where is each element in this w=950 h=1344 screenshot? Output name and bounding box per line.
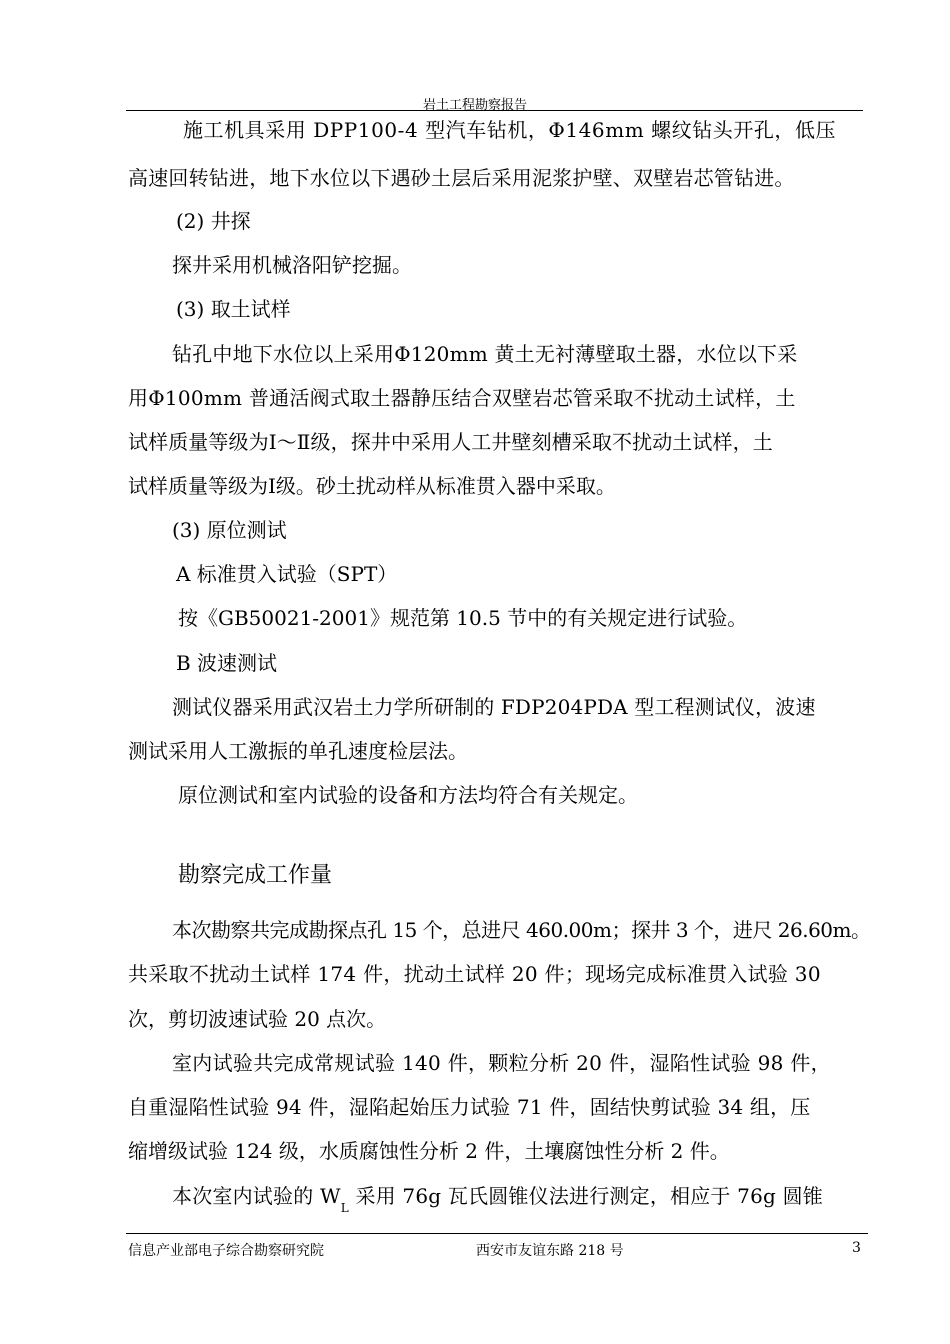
paragraph-line: 原位测试和室内试验的设备和方法均符合有关规定。 bbox=[178, 783, 638, 807]
section-heading: 勘察完成工作量 bbox=[178, 863, 333, 888]
subheading-well-probing: (2) 井探 bbox=[176, 209, 251, 233]
paragraph-line: 次，剪切波速试验 20 点次。 bbox=[128, 1007, 387, 1031]
footer-rule bbox=[126, 1233, 868, 1234]
subheading-in-situ-testing: (3) 原位测试 bbox=[172, 518, 287, 542]
paragraph-line: 用Φ100mm 普通活阀式取土器静压结合双壁岩芯管采取不扰动土试样，土 bbox=[128, 386, 796, 410]
paragraph-line: 测试采用人工激振的单孔速度检层法。 bbox=[128, 739, 468, 763]
paragraph-line: 自重湿陷性试验 94 件，湿陷起始压力试验 71 件，固结快剪试验 34 组，压 bbox=[128, 1095, 811, 1119]
paragraph-line: 缩增级试验 124 级，水质腐蚀性分析 2 件，土壤腐蚀性分析 2 件。 bbox=[128, 1139, 730, 1163]
paragraph-line: 高速回转钻进，地下水位以下遇砂土层后采用泥浆护壁、双壁岩芯管钻进。 bbox=[128, 166, 795, 190]
paragraph-line: 试样质量等级为Ⅰ～Ⅱ级，探井中采用人工井壁刻槽采取不扰动土试样，土 bbox=[128, 430, 773, 454]
paragraph-line: 钻孔中地下水位以上采用Φ120mm 黄土无衬薄壁取土器，水位以下采 bbox=[172, 342, 798, 366]
paragraph-line: 施工机具采用 DPP100-4 型汽车钻机，Φ146mm 螺纹钻头开孔，低压 bbox=[183, 118, 837, 142]
header-rule bbox=[126, 110, 863, 111]
paragraph-line: 共采取不扰动土试样 174 件，扰动土试样 20 件；现场完成标准贯入试验 30 bbox=[128, 962, 821, 986]
subscript: L bbox=[340, 1201, 349, 1215]
running-header: 岩土工程勘察报告 bbox=[422, 98, 527, 113]
subheading-spt: A 标准贯入试验（SPT） bbox=[176, 562, 398, 586]
paragraph-line: 本次勘察共完成勘探点孔 15 个，总进尺 460.00m；探井 3 个，进尺 26.60m。 bbox=[172, 918, 871, 942]
paragraph-line: 室内试验共完成常规试验 140 件，颗粒分析 20 件，湿陷性试验 98 件， bbox=[172, 1051, 831, 1075]
paragraph-line: 按《GB50021-2001》规范第 10.5 节中的有关规定进行试验。 bbox=[178, 606, 748, 630]
paragraph-line bbox=[172, 1184, 823, 1215]
page-number: 3 bbox=[852, 1240, 861, 1256]
subheading-sampling: (3) 取土试样 bbox=[176, 297, 291, 321]
paragraph-line: 测试仪器采用武汉岩土力学所研制的 FDP204PDA 型工程测试仪，波速 bbox=[172, 695, 816, 719]
footer-institute: 信息产业部电子综合勘察研究院 bbox=[128, 1243, 324, 1259]
paragraph-line: 探井采用机械洛阳铲挖掘。 bbox=[172, 253, 412, 277]
footer-address: 西安市友谊东路 218 号 bbox=[476, 1243, 624, 1259]
text-run: 本次室内试验的 W bbox=[172, 1184, 341, 1208]
text-run: 采用 76g 瓦氏圆锥仪法进行测定，相应于 76g 圆锥 bbox=[348, 1184, 823, 1208]
paragraph-line: 试样质量等级为Ⅰ级。砂土扰动样从标准贯入器中采取。 bbox=[128, 474, 616, 498]
subheading-wave-velocity: B 波速测试 bbox=[176, 651, 278, 675]
